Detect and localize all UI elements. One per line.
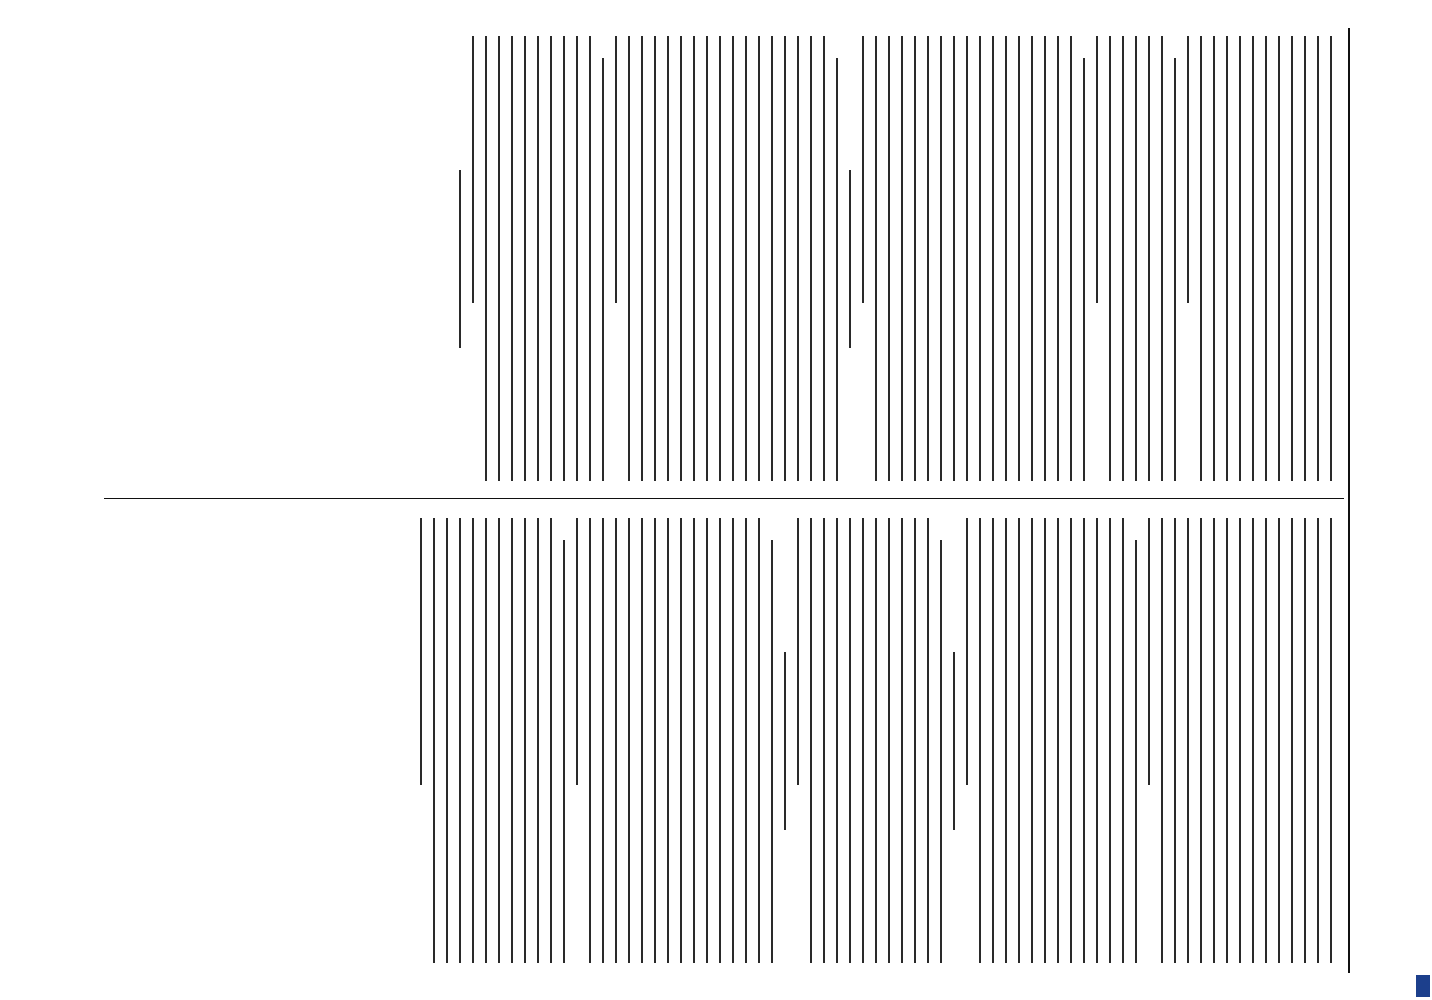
credit-text (1412, 606, 1428, 1000)
scanned-page (90, 28, 1380, 973)
text-column-left (448, 36, 1340, 481)
text-column-right (409, 518, 1340, 963)
header-rule (1348, 28, 1350, 973)
column-divider (104, 498, 1344, 499)
credit-strip (1414, 606, 1432, 1000)
page-header (1352, 28, 1380, 973)
dfg-logo-icon (1416, 975, 1430, 997)
